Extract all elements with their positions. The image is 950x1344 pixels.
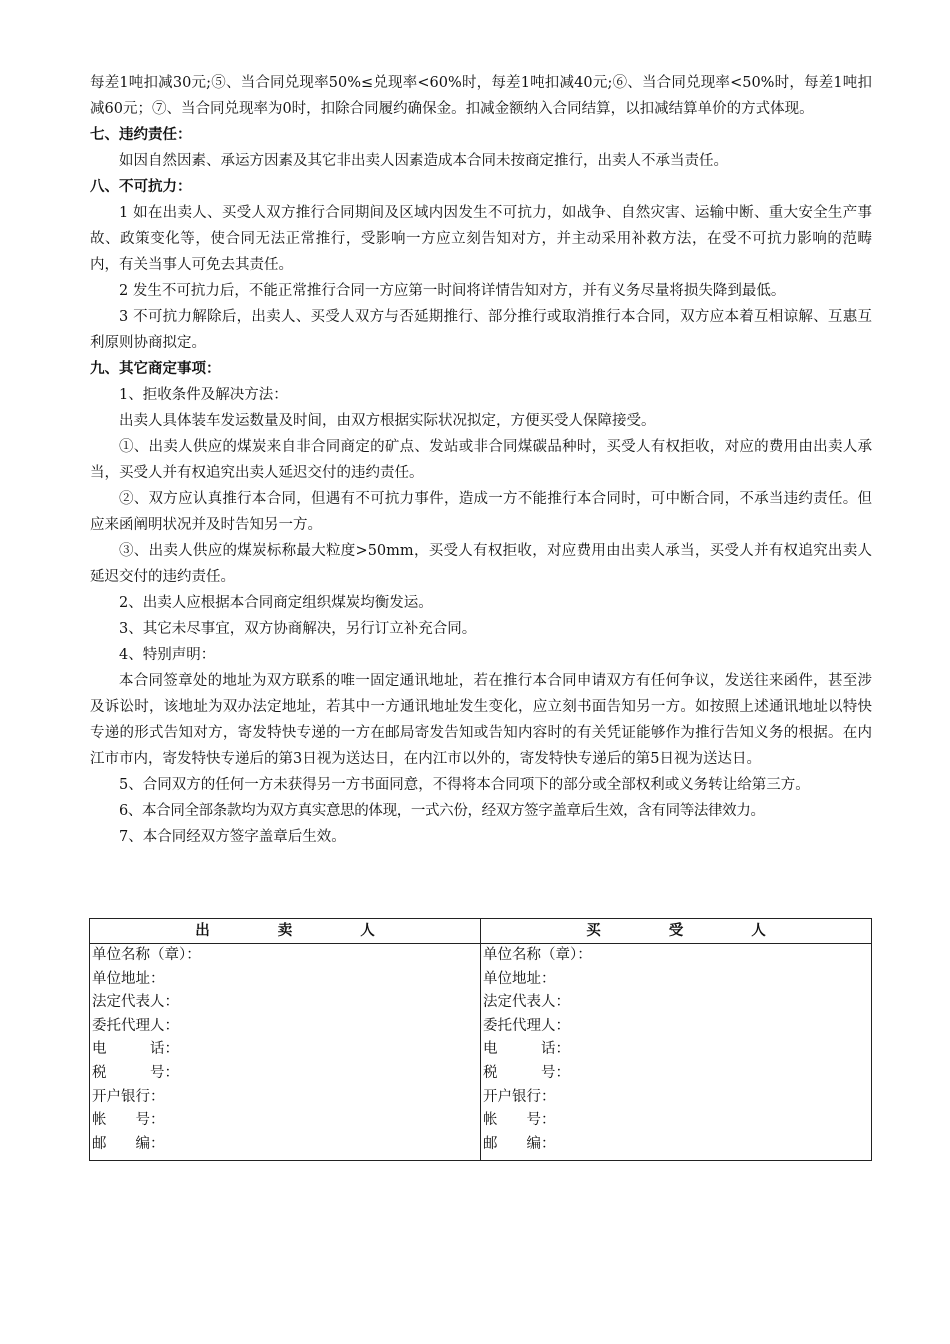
penalty-clause-continued: 每差1吨扣减30元;⑤、当合同兑现率50%≤兑现率<60%时，每差1吨扣减40元;⑥、当合同兑现率<50%时，每差1吨扣减60元；⑦、当合同兑现率为0时，扣除合同履约确保金。扣减金额纳入合同结算，以扣减结算单价的方式体现。: [90, 75, 872, 117]
seller-field: 税 号：: [92, 1064, 179, 1081]
section-9-item-1-text: 出卖人具体装车发运数量及时间，由双方根据实际状况拟定，方便买受人保障接受。: [119, 413, 656, 429]
buyer-field: 委托代理人：: [483, 1017, 570, 1034]
section-9-item-3: 3、其它未尽事宜，双方协商解决，另行订立补充合同。: [119, 621, 477, 637]
buyer-field: 税 号：: [483, 1064, 570, 1081]
section-7-heading: 七、违约责任：: [90, 127, 192, 143]
seller-header-char: 出: [195, 923, 210, 939]
seller-field: 单位地址：: [92, 970, 165, 987]
section-9-item-4: 4、特别声明：: [119, 647, 216, 663]
section-9-item-1-a: ①、出卖人供应的煤炭来自非合同商定的矿点、发站或非合同煤碳品种时，买受人有权拒收，对应的费用由出卖人承当，买受人并有权追究出卖人延迟交付的违约责任。: [90, 439, 872, 481]
section-9-item-1: 1、拒收条件及解决方法：: [119, 387, 288, 403]
seller-field: 法定代表人：: [92, 994, 179, 1011]
section-9-heading: 九、其它商定事项：: [90, 361, 221, 377]
buyer-fields: [481, 944, 872, 1161]
buyer-field: 法定代表人：: [483, 994, 570, 1011]
section-8-paragraph-2: 2 发生不可抗力后，不能正常推行合同一方应第一时间将详情告知对方，并有义务尽量将损失降到最低。: [119, 283, 786, 299]
buyer-field: 电 话：: [483, 1041, 570, 1058]
seller-field: 开户银行：: [92, 1088, 165, 1105]
section-9-item-1-b: ②、双方应认真推行本合同，但遇有不可抗力事件，造成一方不能推行本合同时，可中断合同，不承当违约责任。但应来函阐明状况并及时告知另一方。: [90, 491, 872, 533]
buyer-header-char: 买: [586, 923, 601, 939]
seller-header: [90, 919, 481, 944]
buyer-header-char: 人: [751, 923, 766, 939]
section-9-item-4-text: 本合同签章处的地址为双方联系的唯一固定通讯地址，若在推行本合同申请双方有任何争议，发送往来函件，甚至涉及诉讼时，该地址为双办法定地址，若其中一方通讯地址发生变化，应立刻书面告知另一方。如按照上述通讯地址以特快专递的形式告知对方，寄发特快专递的一方在邮局寄发告知或告知内容时的有关凭证能够作为推行告知义务的根据。在内江市市内，寄发特快专递后的第3日视为送达日，在内江市以外的，寄发特快专递后的第5日视为送达日。: [90, 673, 872, 767]
seller-field: 单位名称（章）：: [92, 947, 201, 963]
buyer-field: 单位名称（章）：: [483, 947, 592, 963]
section-9-item-1-c: ③、出卖人供应的煤炭标称最大粒度>50mm，买受人有权拒收，对应费用由出卖人承当，买受人并有权追究出卖人延迟交付的违约责任。: [90, 543, 872, 585]
signature-table: [89, 918, 872, 1161]
seller-header-char: 人: [360, 923, 375, 939]
section-8-paragraph-1: 1 如在出卖人、买受人双方推行合同期间及区域内因发生不可抗力，如战争、自然灾害、运输中断、重大安全生产事故、政策变化等，使合同无法正常推行，受影响一方应立刻告知对方，并主动采用补救方法，在受不可抗力影响的范畴内，有关当事人可免去其责任。: [90, 205, 872, 273]
buyer-header: [481, 919, 872, 944]
seller-fields: [90, 944, 481, 1161]
buyer-field: 帐 号：: [483, 1112, 556, 1129]
section-9-item-5: 5、合同双方的任何一方未获得另一方书面同意，不得将本合同项下的部分或全部权利或义务转让给第三方。: [119, 777, 810, 793]
buyer-field: 单位地址：: [483, 970, 556, 987]
section-9-item-7: 7、本合同经双方签字盖章后生效。: [119, 829, 346, 845]
buyer-header-char: 受: [668, 923, 684, 939]
section-8-paragraph-3: 3 不可抗力解除后，出卖人、买受人双方与否延期推行、部分推行或取消推行本合同，双方应本着互相谅解、互惠互利原则协商拟定。: [90, 309, 872, 351]
seller-field: 帐 号：: [92, 1112, 165, 1129]
section-9-item-2: 2、出卖人应根据本合同商定组织煤炭均衡发运。: [119, 595, 433, 611]
seller-field: 委托代理人：: [92, 1017, 179, 1034]
seller-field: 邮 编：: [92, 1135, 165, 1152]
contract-body: [90, 70, 872, 850]
section-9-item-6: 6、本合同全部条款均为双方真实意思的体现，一式六份，经双方签字盖章后生效，含有同等法律效力。: [119, 803, 765, 819]
section-8-heading: 八、不可抗力：: [90, 179, 192, 195]
seller-header-char: 卖: [277, 923, 293, 939]
section-7-text: 如因自然因素、承运方因素及其它非出卖人因素造成本合同未按商定推行，出卖人不承当责任。: [119, 153, 728, 169]
seller-field: 电 话：: [92, 1041, 179, 1058]
buyer-field: 邮 编：: [483, 1135, 556, 1152]
buyer-field: 开户银行：: [483, 1088, 556, 1105]
